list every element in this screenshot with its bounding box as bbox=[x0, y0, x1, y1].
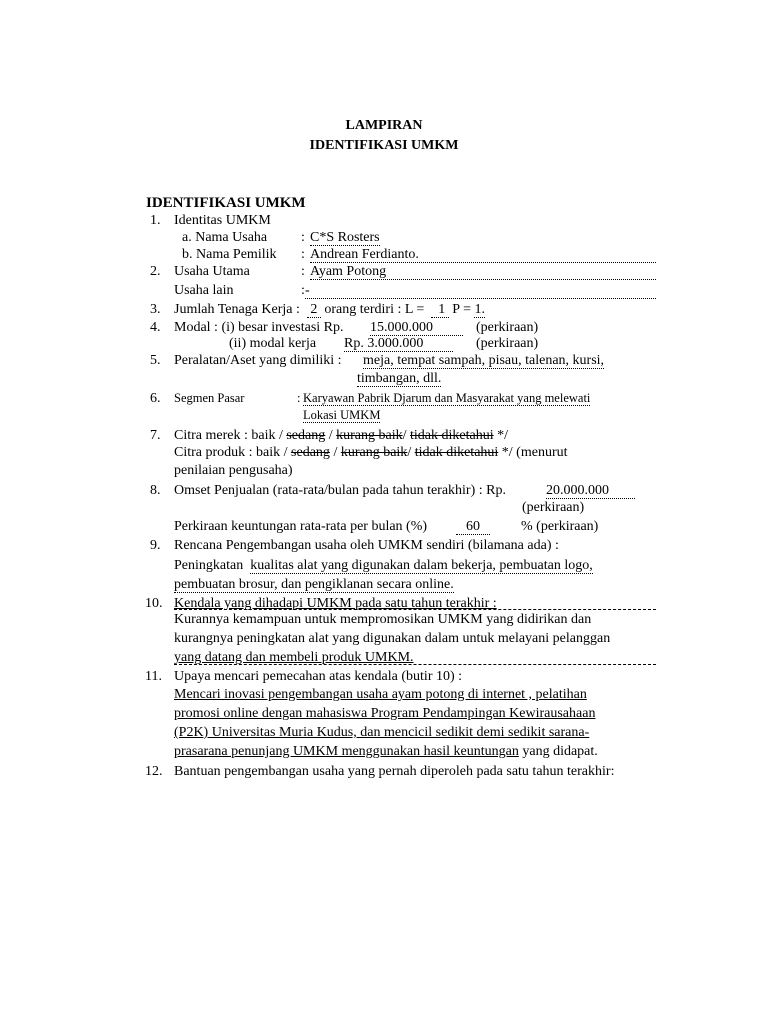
item-12-number: 12. bbox=[145, 764, 163, 779]
segmen-pasar-value-1: Karyawan Pabrik Djarum dan Masyarakat yang melewati bbox=[303, 391, 591, 405]
omset-value: 20.000.000 bbox=[546, 481, 635, 500]
colon: : bbox=[301, 230, 305, 245]
keuntungan-text: Perkiraan keuntungan rata-rata per bulan (%) bbox=[174, 519, 428, 534]
kendala-line-1: Kurannya kemampuan untuk mempromosikan UMKM yang didirikan dan bbox=[174, 612, 592, 627]
usaha-utama-label: Usaha Utama bbox=[174, 264, 250, 279]
modal-kerja-value: Rp. 3.000.000 bbox=[344, 334, 453, 353]
colon: : bbox=[301, 247, 305, 262]
item-8-number: 8. bbox=[150, 483, 161, 498]
item-1-label: Identitas UMKM bbox=[174, 213, 271, 228]
title-identifikasi: IDENTIFIKASI UMKM bbox=[309, 138, 459, 153]
item-7-number: 7. bbox=[150, 428, 161, 443]
item-1-number: 1. bbox=[150, 213, 161, 228]
perkiraan-label: (perkiraan) bbox=[476, 336, 539, 351]
item-3-number: 3. bbox=[150, 302, 161, 317]
jumlah-laki: 1 bbox=[438, 302, 446, 317]
citra-note: penilaian pengusaha) bbox=[174, 463, 293, 478]
item-3-text: Jumlah Tenaga Kerja : 2 orang terdiri : L = 1 P = 1. bbox=[174, 302, 485, 317]
omset-perkiraan: (perkiraan) bbox=[522, 500, 585, 515]
peralatan-value-1: meja, tempat sampah, pisau, talenan, kursi, bbox=[363, 353, 605, 368]
upaya-line-2: promosi online dengan mahasiswa Program Pendampingan Kewirausahaan bbox=[174, 706, 596, 721]
item-5-number: 5. bbox=[150, 353, 161, 368]
usaha-utama-value: Ayam Potong bbox=[310, 264, 387, 279]
kendala-line-3: yang datang dan membeli produk UMKM. bbox=[174, 650, 414, 665]
upaya-line-1: Mencari inovasi pengembangan usaha ayam potong di internet , pelatihan bbox=[174, 687, 587, 702]
nama-usaha-value: C*S Rosters bbox=[310, 230, 380, 245]
dotted-leader bbox=[305, 298, 656, 299]
bantuan-text: Bantuan pengembangan usaha yang pernah diperoleh pada satu tahun terakhir: bbox=[174, 764, 615, 779]
modal-kerja-label: (ii) modal kerja bbox=[229, 336, 317, 351]
nama-usaha-label: a. Nama Usaha bbox=[182, 230, 268, 245]
peralatan-value-2: timbangan, dll. bbox=[357, 371, 442, 386]
citra-produk: Citra produk : baik / sedang / kurang baik/ tidak diketahui */ (menurut bbox=[174, 445, 568, 460]
dotted-leader bbox=[310, 279, 656, 280]
usaha-lain-value: - bbox=[305, 283, 310, 298]
rencana-line-1: Peningkatan kualitas alat yang digunakan dalam bekerja, pembuatan logo, bbox=[174, 558, 593, 573]
keuntungan-end: % (perkiraan) bbox=[521, 519, 599, 534]
omset-text: Omset Penjualan (rata-rata/bulan pada tahun terakhir) : Rp. bbox=[174, 483, 506, 498]
dashed-leader bbox=[174, 664, 656, 665]
kendala-line-2: kurangnya peningkatan alat yang digunakan dalam untuk melayani pelanggan bbox=[174, 631, 611, 646]
item-9-number: 9. bbox=[150, 538, 161, 553]
item-11-number: 11. bbox=[145, 669, 162, 684]
colon: : bbox=[297, 391, 301, 405]
nama-pemilik-value: Andrean Ferdianto. bbox=[310, 247, 419, 262]
jumlah-perempuan: 1. bbox=[474, 302, 485, 317]
item-4-number: 4. bbox=[150, 320, 161, 335]
upaya-text: Upaya mencari pemecahan atas kendala (butir 10) : bbox=[174, 669, 463, 684]
kendala-text: Kendala yang dihadapi UMKM pada satu tahun terakhir : bbox=[174, 596, 497, 611]
rencana-line-2: pembuatan brosur, dan pengiklanan secara online. bbox=[174, 577, 454, 592]
upaya-line-3: (P2K) Universitas Muria Kudus, dan mencicil sedikit demi sedikit sarana- bbox=[174, 725, 590, 740]
colon: : bbox=[301, 283, 305, 298]
section-title: IDENTIFIKASI UMKM bbox=[146, 195, 306, 211]
item-4-text: Modal : (i) besar investasi Rp. bbox=[174, 320, 344, 335]
segmen-pasar-value-2: Lokasi UMKM bbox=[303, 408, 381, 422]
upaya-line-4: prasarana penunjang UMKM menggunakan hasil keuntungan yang didapat. bbox=[174, 744, 598, 759]
keuntungan-value: 60 bbox=[456, 517, 490, 536]
segmen-pasar-label: Segmen Pasar bbox=[174, 391, 245, 405]
item-6-number: 6. bbox=[150, 391, 161, 406]
item-2-number: 2. bbox=[150, 264, 161, 279]
perkiraan-label: (perkiraan) bbox=[476, 320, 539, 335]
usaha-lain-label: Usaha lain bbox=[174, 283, 234, 298]
citra-merek: Citra merek : baik / sedang / kurang baik/ tidak diketahui */ bbox=[174, 428, 508, 443]
title-lampiran: LAMPIRAN bbox=[345, 118, 423, 133]
nama-pemilik-label: b. Nama Pemilik bbox=[182, 247, 277, 262]
investasi-value: 15.000.000 bbox=[370, 318, 463, 337]
item-10-number: 10. bbox=[145, 596, 163, 611]
rencana-text: Rencana Pengembangan usaha oleh UMKM sendiri (bilamana ada) : bbox=[174, 538, 559, 553]
colon: : bbox=[301, 264, 305, 279]
item-5-text: Peralatan/Aset yang dimiliki : bbox=[174, 353, 342, 368]
tenaga-kerja-count: 2 bbox=[310, 302, 318, 317]
